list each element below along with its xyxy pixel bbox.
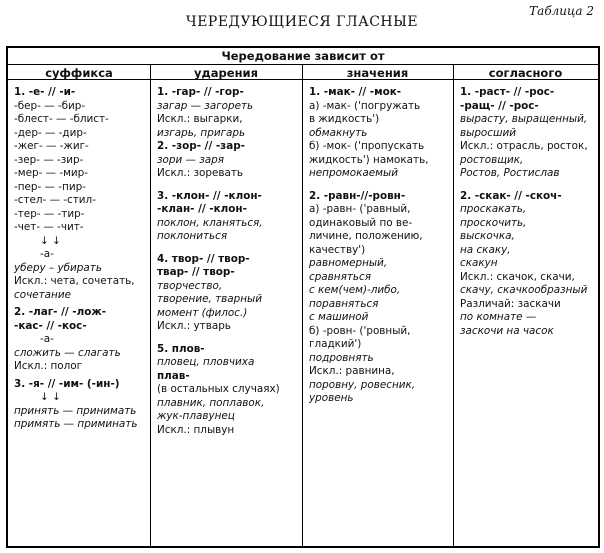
example: жук-плавунец [157,410,235,422]
distinguish-note: Различай: заскачи [460,297,561,310]
exception: Искл.: зоревать [157,167,244,179]
exception: Искл.: чета, сочетать, [14,275,135,287]
example: проскакать, [460,203,527,215]
exception: Искл.: скачок, скачи, [460,270,575,283]
root-pair: -зер- — -зир- [14,153,84,166]
exception: изгарь, пригарь [157,126,246,139]
root-pair: -блест- — -блист- [14,113,109,125]
root-pair: -тер- — -тир- [14,207,85,220]
root-pair: -мер- — -мир- [14,167,89,179]
rule-text: б) -ровн- ('ровный, [309,324,411,337]
example: выросший [460,126,517,139]
exception: Ростов, Ростислав [460,167,560,179]
example: проскочить, [460,216,527,229]
example: поклониться [157,230,228,242]
root-pair: -жег- — -жиг- [14,140,89,152]
example: с машиной [309,311,369,323]
rule-heading: плав- [157,369,190,382]
suffix-a-mark: -а- [40,333,54,345]
example: скакун [460,257,498,269]
example: творчество, [157,279,223,292]
arrow-marks: ↓ ↓ [40,391,61,403]
rule-text: качеству') [309,243,366,256]
table-caption: Чередование зависит от [221,49,385,63]
example: вырасту, выращенный, [460,113,588,125]
root-pair: -дер- — -дир- [14,126,87,139]
header-consonant: согласного [453,64,598,80]
example: зори — заря [157,153,224,166]
example: обмакнуть [309,126,368,139]
rule-heading: 1. -раст- // -рос- [460,86,555,98]
exception: Искл.: выгарки, [157,113,243,125]
exception: сочетание [14,288,71,301]
header-stress: ударения [150,64,302,80]
rule-heading: 4. твор- // твор- [157,252,250,265]
column-consonant [454,82,598,546]
exception: поровну, ровесник, [309,378,416,391]
rule-heading: 1. -е- // -и- [14,86,76,98]
example: сложить — слагать [14,346,121,359]
root-pair: -пер- — -пир- [14,180,86,193]
example: принять — принимать [14,404,137,417]
rules-table [6,46,600,548]
rule-heading: 1. -мак- // -мок- [309,86,402,98]
root-pair: -стел- — -стил- [14,194,96,206]
example: поклон, кланяться, [157,216,263,229]
example: сравняться [309,270,371,283]
rule-heading: -ращ- // -рос- [460,99,539,112]
rule-heading: -клан- // -клон- [157,203,247,215]
header-meaning: значения [302,64,453,80]
example: уберу – убирать [14,261,102,274]
example: момент (филос.) [157,306,248,319]
exception: уровень [309,392,354,404]
distinguish-note: заскочи на часок [460,324,554,337]
exception: Искл.: плывун [157,423,235,436]
root-pair: -чет- — -чит- [14,221,84,233]
example: выскочка, [460,230,515,242]
rule-heading: -кас- // -кос- [14,319,87,332]
example: плавник, поплавок, [157,396,265,409]
example: творение, тварный [157,293,262,305]
rule-heading: 2. -равн-//-ровн- [309,189,406,202]
rule-text: а) -мак- ('погружать [309,99,421,112]
rule-heading: 5. плов- [157,342,205,355]
exception: Искл.: полог [14,360,83,372]
header-suffix: суффикса [8,64,150,80]
rule-text: личине, положению, [309,230,423,242]
rule-heading: 2. -лаг- // -лож- [14,306,107,318]
note: (в остальных случаях) [157,383,280,395]
exception: Искл.: утварь [157,320,231,332]
column-stress [151,82,302,546]
exception: Искл.: равнина, [309,365,395,377]
exception: Искл.: отрасль, росток, [460,140,588,152]
arrow-marks: ↓ ↓ [40,234,61,247]
example: подровнять [309,351,374,364]
rule-heading: 3. -клон- // -клон- [157,189,262,202]
rule-heading: 2. -скак- // -скоч- [460,189,562,202]
table-number: Таблица 2 [529,4,594,18]
column-meaning [303,82,453,546]
suffix-a-mark: -а- [40,248,54,260]
exception: скачу, скачкообразный [460,284,588,296]
rule-text: гладкий') [309,338,362,350]
rule-heading: 2. -зор- // -зар- [157,140,245,152]
rule-text: одинаковый по ве- [309,216,413,229]
rule-text: а) -равн- ('равный, [309,203,411,215]
rule-heading: твар- // твор- [157,266,235,278]
rule-text: в жидкость') [309,113,380,125]
example: примять — приминать [14,418,138,430]
example: на скаку, [460,243,511,256]
example: равномерный, [309,257,388,269]
rule-heading: 1. -гар- // -гор- [157,86,244,98]
root-pair: -бер- — -бир- [14,99,86,112]
rule-text: б) -мок- ('пропускать [309,140,425,152]
example: с кем(чем)-либо, [309,284,401,296]
rule-heading: 3. -я- // -им- (-ин-) [14,377,120,390]
rule-text: жидкость') намокать, [309,153,429,166]
column-suffix [8,82,150,546]
distinguish-note: по комнате — [460,311,537,323]
page-title: ЧЕРЕДУЮЩИЕСЯ ГЛАСНЫЕ [185,14,419,30]
example: пловец, пловчиха [157,356,255,368]
example: загар — загореть [157,99,254,112]
example: непромокаемый [309,167,398,179]
example: поравняться [309,297,379,310]
exception: ростовщик, [460,153,524,166]
